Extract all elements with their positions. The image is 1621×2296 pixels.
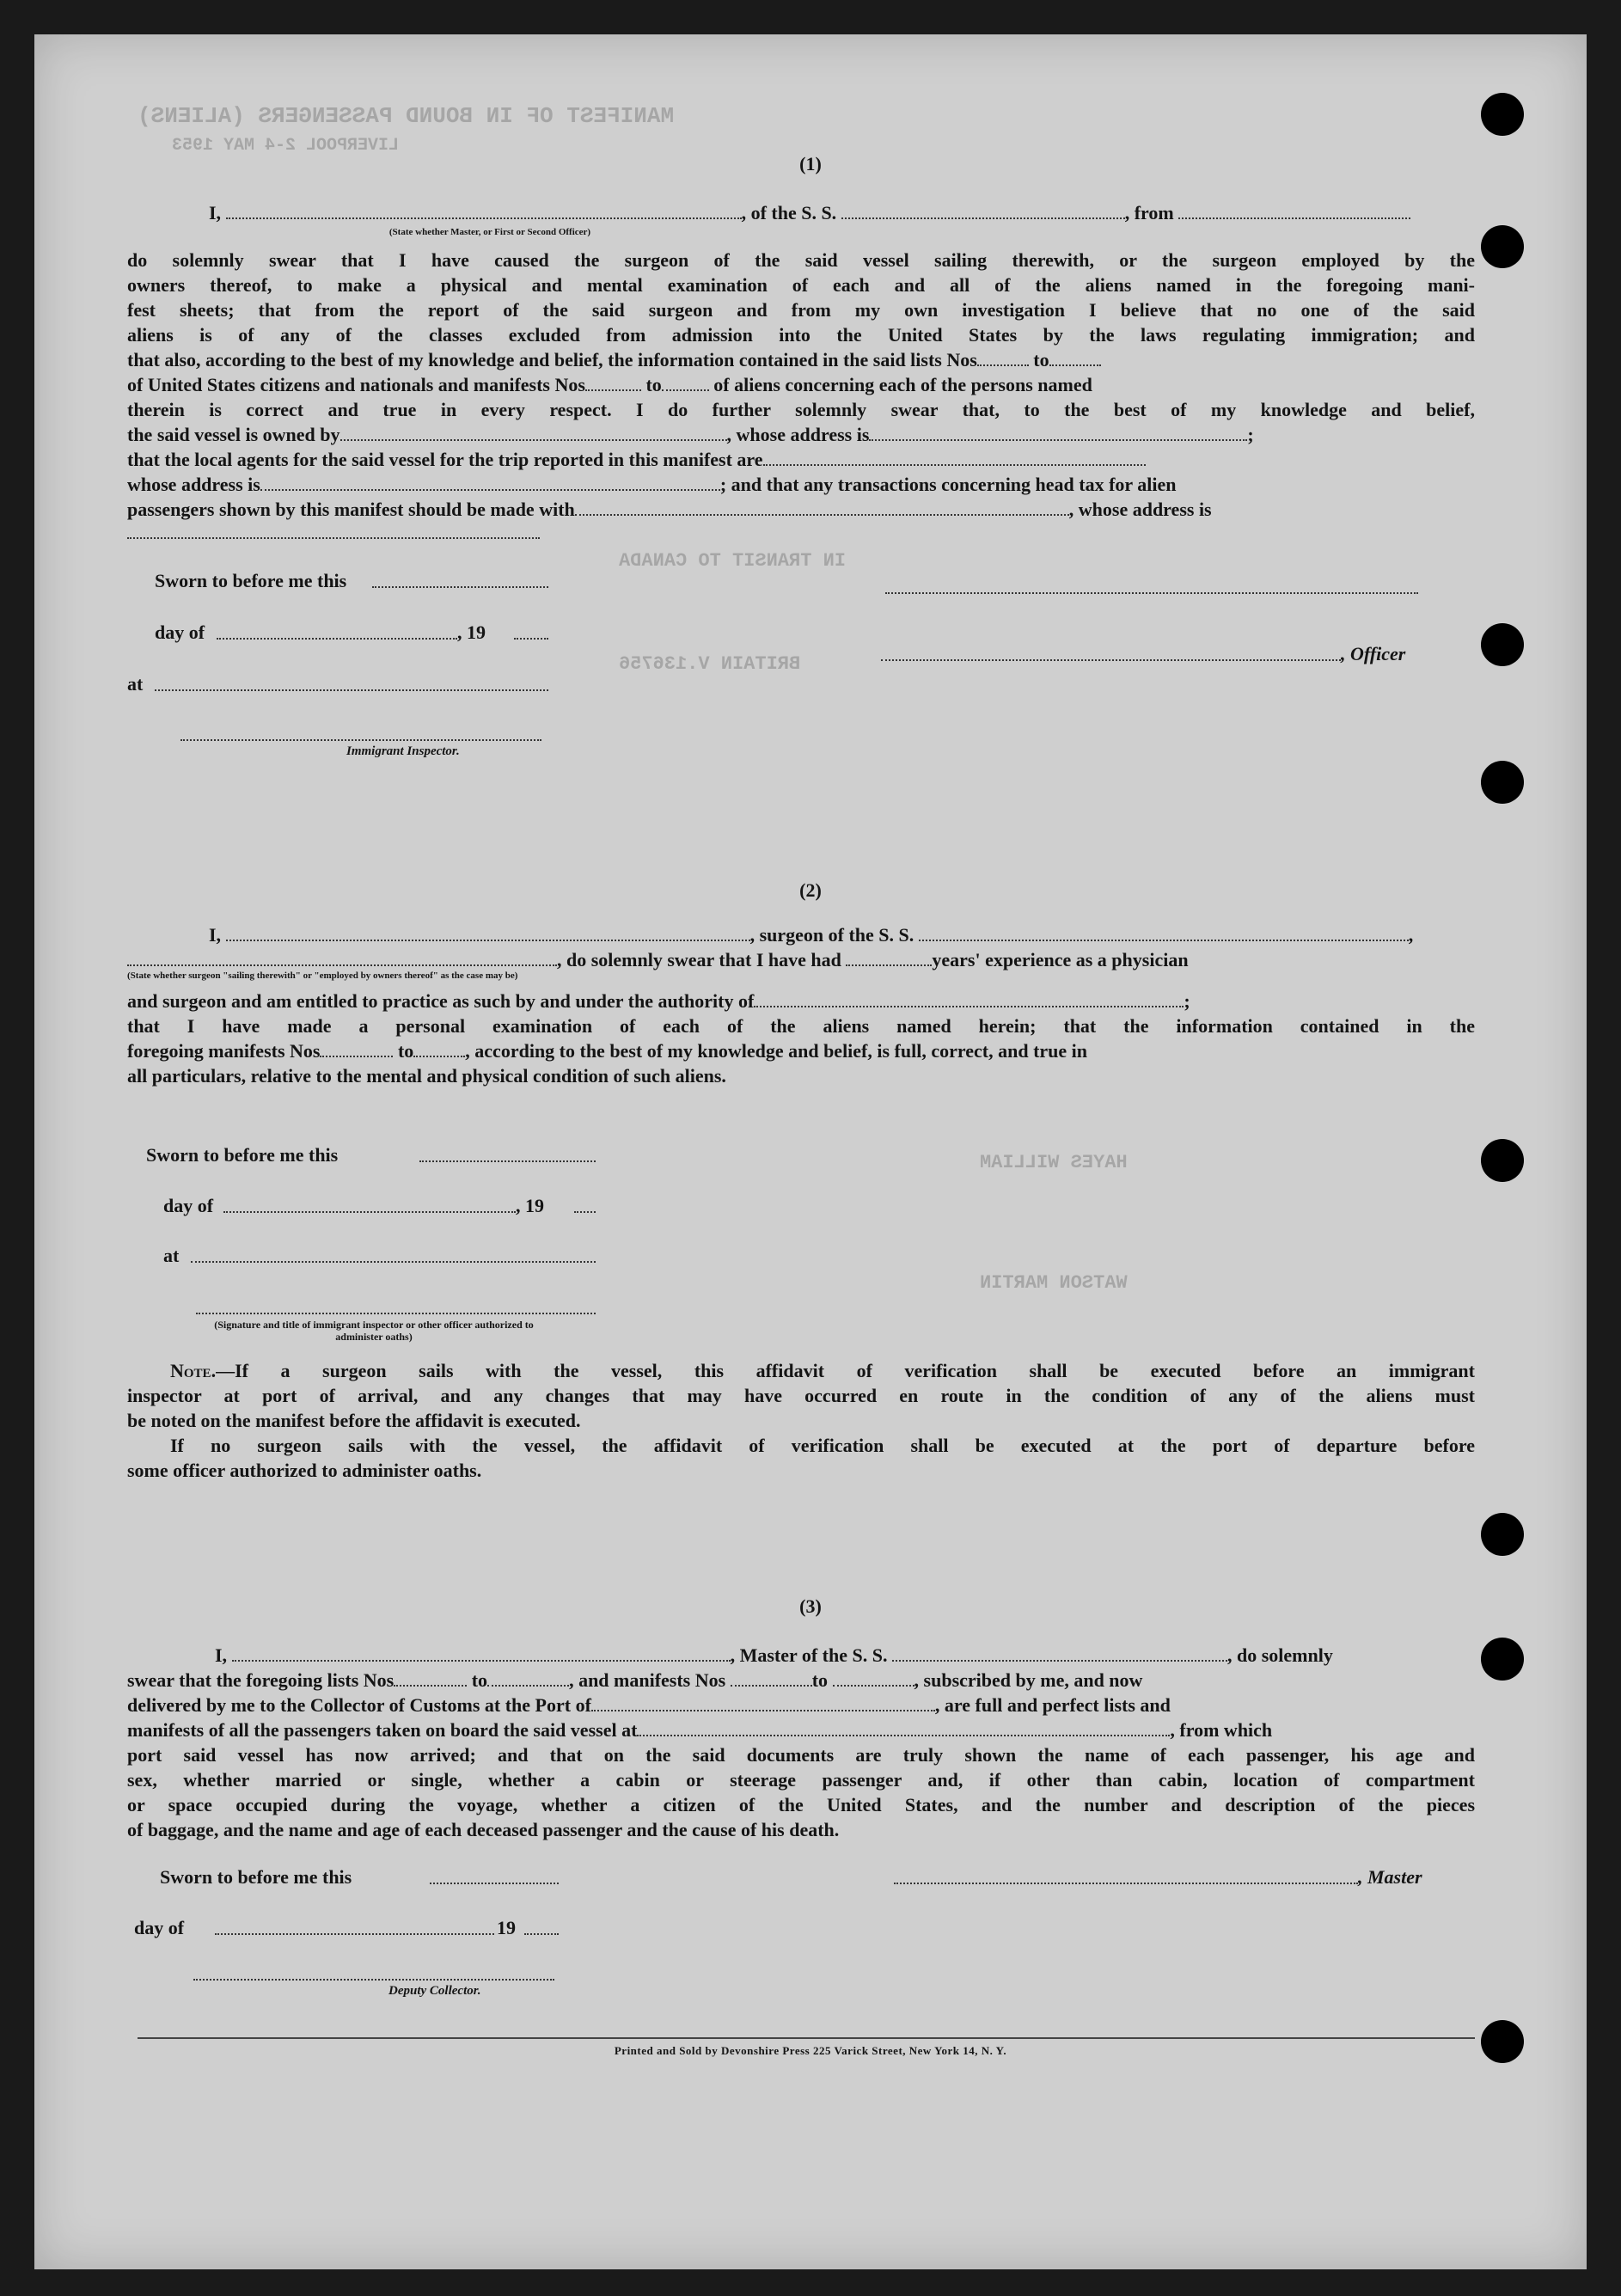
sec2-line-2: , do solemnly swear that I have had years' experience as a physician [127,947,1475,972]
printer-footer: Printed and Sold by Devonshire Press 225 Varick Street, New York 14, N. Y. [614,2044,1007,2057]
sec2-line-3: and surgeon and am entitled to practice as such by and under the authority of ; [127,990,1190,1012]
section-2-number: (2) [799,879,822,901]
sec1-line-1: I, , of the S. S. , from [127,200,1475,225]
sec3-master-label: , Master [1358,1866,1422,1888]
sec3-collector-caption: Deputy Collector. [388,1984,481,1998]
sec2-day-label: day of [163,1195,214,1216]
sec1-address-line [127,536,540,539]
sec3-line-3: delivered by me to the Collector of Customs at the Port of , are full and perfect lists and [127,1694,1171,1716]
sec1-inspector-caption: Immigrant Inspector. [346,744,460,758]
sec1-day-label: day of [155,621,205,643]
punch-hole [1481,225,1524,268]
sec1-day-line [217,636,457,640]
punch-hole [1481,1638,1524,1681]
sec1-line-12: passengers shown by this manifest should be made with , whose address is [127,499,1212,520]
bleed-through: IN TRANSIT TO CANADA [619,550,847,572]
sec2-surgeon-note: (State whether surgeon "sailing therewith" or "employed by owners thereof" as the case may be) [127,970,518,981]
punch-hole [1481,623,1524,666]
bleed-through: BRITAIN V.136756 [619,653,801,675]
sec3-line-4: manifests of all the passengers taken on board the said vessel at , from which [127,1719,1273,1741]
sec1-officer-line [881,658,1341,661]
sec3-line-6: sex, whether married or single, whether a cabin or steerage passenger and, if other than cabin, location of compartment [127,1769,1475,1791]
sec2-at-label: at [163,1245,180,1266]
sec2-note-4: If no surgeon sails with the vessel, the affidavit of verification shall be executed at the port of departure before [170,1435,1475,1456]
sec1-officer-signature-line [885,591,1418,594]
sec3-master-line [894,1881,1358,1884]
bleed-through: WATSON MARTIN [980,1272,1128,1294]
sec2-note-2: inspector at port of arrival, and any changes that may have occurred en route in the condition of any of the aliens must [127,1385,1475,1406]
sec1-sworn-label: Sworn to before me this [155,570,347,591]
sec1-officer-label: , Officer [1341,643,1406,664]
sec2-signature-line [196,1311,596,1314]
sec3-day-label: day of [134,1917,185,1938]
sec1-line-2: do solemnly swear that I have caused the surgeon of the said vessel sailing therewith, or the surgeon employed by the [127,249,1475,271]
sec2-at-line [191,1259,596,1263]
sec2-note-1: Note.—If a surgeon sails with the vessel, this affidavit of verification shall be executed before an immigrant [170,1360,1475,1381]
sec2-line-4: that I have made a personal examination of each of the aliens named herein; that the information contained in the [127,1015,1475,1037]
sec3-collector-line [193,1977,554,1981]
footer-rule [138,2037,1475,2039]
sec1-line-4: fest sheets; that from the report of the said surgeon and from my own investigation I believe that no one of the said [127,299,1475,321]
sec3-line-2: swear that the foregoing lists Nos to , and manifests Nos to , subscribed by me, and now [127,1669,1143,1691]
sec2-line-1: I, , surgeon of the S. S. , [209,924,1414,946]
form-page [34,34,1587,2269]
section-1-number: (1) [799,153,822,174]
sec3-line-5: port said vessel has now arrived; and that on the said documents are truly shown the name of each passenger, his age and [127,1744,1475,1766]
bleed-through: MANIFEST OF IN BOUND PASSENGERS (ALIENS) [138,103,675,129]
punch-hole [1481,1139,1524,1182]
sec1-line-9: the said vessel is owned by , whose address is ; [127,424,1254,445]
sec3-year-label: 19 [497,1917,516,1938]
sec1-at-label: at [127,673,144,695]
sec3-year-line [524,1932,559,1935]
sec2-line-5: foregoing manifests Nos to , according to the best of my knowledge and belief, is full, correct, and true in [127,1040,1088,1062]
sec2-sworn-line [419,1159,596,1162]
sec1-year-label: , 19 [457,621,486,643]
sec2-sworn-label: Sworn to before me this [146,1144,339,1166]
sec3-sworn-line [430,1881,559,1884]
sec1-line-11: whose address is ; and that any transactions concerning head tax for alien [127,474,1177,495]
sec3-line-7: or space occupied during the voyage, whether a citizen of the United States, and the number and description of the pieces [127,1794,1475,1815]
sec1-line-3: owners thereof, to make a physical and mental examination of each and all of the aliens named in the foregoing mani- [127,274,1475,296]
sec1-officer-note: (State whether Master, or First or Second Officer) [388,227,591,237]
sec2-line-6: all particulars, relative to the mental and physical condition of such aliens. [127,1065,726,1087]
punch-hole [1481,761,1524,804]
sec1-line-8: therein is correct and true in every respect. I do further solemnly swear that, to the best of my knowledge and belief, [127,399,1475,420]
sec1-at-line [155,688,548,691]
sec2-day-line [223,1209,516,1213]
punch-hole [1481,1513,1524,1556]
sec2-year-line [574,1209,596,1213]
section-3-number: (3) [799,1595,822,1617]
sec3-line-1: I, , Master of the S. S. , do solemnly [215,1644,1333,1666]
sec1-line-6: that also, according to the best of my knowledge and belief, the information contained in the said lists Nos to [127,347,1475,372]
sec2-signature-caption: (Signature and title of immigrant inspector or other officer authorized to administer oaths) [214,1319,534,1343]
sec1-line-10: that the local agents for the said vessel for the trip reported in this manifest are [127,447,1475,472]
sec1-line-5: aliens is of any of the classes excluded from admission into the United States by the laws regulating immigration; and [127,324,1475,346]
bleed-through: HAYES WILLIAM [980,1152,1128,1173]
sec3-sworn-label: Sworn to before me this [160,1866,352,1888]
sec2-note-5: some officer authorized to administer oaths. [127,1460,482,1481]
sec2-note-3: be noted on the manifest before the affidavit is executed. [127,1410,581,1431]
sec1-sworn-line [372,585,548,588]
bleed-through: LIVERPOOL 2-4 MAY 1953 [172,136,400,156]
sec3-line-8: of baggage, and the name and age of each deceased passenger and the cause of his death. [127,1819,840,1840]
sec1-year-line [514,636,548,640]
sec2-year-label: , 19 [516,1195,544,1216]
punch-hole [1481,93,1524,136]
sec1-line-7: of United States citizens and nationals and manifests Nos to of aliens concerning each of the persons named [127,374,1092,395]
sec3-day-line [215,1932,494,1935]
sec1-inspector-line [180,738,541,741]
